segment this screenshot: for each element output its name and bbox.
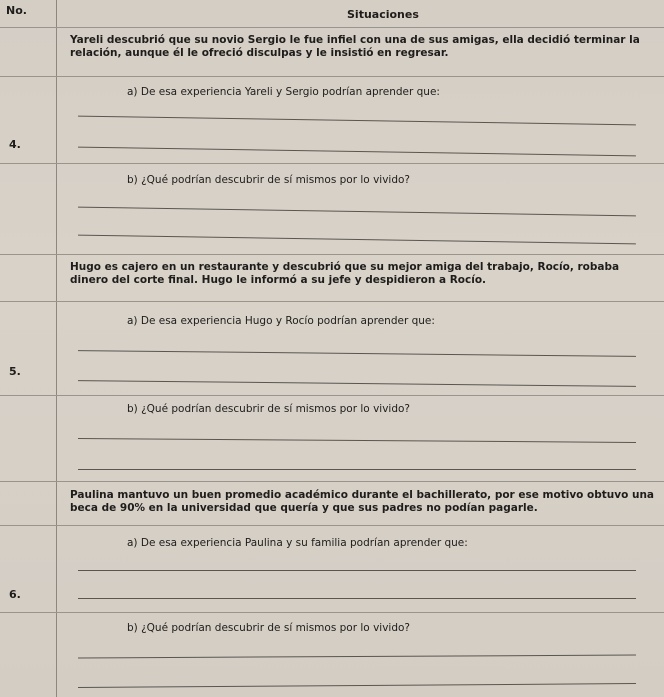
scenario-text: Hugo es cajero en un restaurante y descubrió que su mejor amiga del trabajo, Rocío, robaba dinero del corte final. Hugo le informó a su jefe y despidieron a Rocío. — [70, 261, 620, 286]
column-header-situations: Situaciones — [347, 8, 419, 21]
question-a: a) De esa experiencia Yareli y Sergio podrían aprender que: — [127, 86, 440, 98]
row-number: 4. — [9, 138, 21, 151]
answer-line[interactable] — [78, 570, 636, 571]
situation-row-5 — [0, 255, 664, 481]
question-b: b) ¿Qué podrían descubrir de sí mismos por lo vivido? — [127, 174, 410, 186]
row-divider — [0, 301, 664, 302]
row-divider — [0, 76, 664, 77]
answer-line[interactable] — [78, 380, 636, 387]
answer-line[interactable] — [78, 469, 636, 470]
question-b: b) ¿Qué podrían descubrir de sí mismos por lo vivido? — [127, 622, 410, 634]
row-divider — [0, 525, 664, 526]
scenario-text: Paulina mantuvo un buen promedio académico durante el bachillerato, por ese motivo obtuvo una beca de 90% en la universidad que quería y que sus padres no podían pagarle. — [70, 489, 655, 514]
answer-line[interactable] — [78, 350, 636, 357]
answer-line[interactable] — [78, 598, 636, 599]
answer-line[interactable] — [78, 235, 636, 245]
answer-line[interactable] — [78, 147, 636, 157]
row-divider — [0, 612, 664, 613]
answer-line[interactable] — [78, 116, 636, 126]
scenario-text: Yareli descubrió que su novio Sergio le fue infiel con una de sus amigas, ella decidió terminar la relación, aunque él le ofreció disculpas y le insistió en regresar. — [70, 34, 640, 59]
question-a: a) De esa experiencia Paulina y su familia podrían aprender que: — [127, 537, 468, 549]
situation-row-4 — [0, 28, 664, 254]
question-a: a) De esa experiencia Hugo y Rocío podrían aprender que: — [127, 315, 435, 327]
row-divider — [0, 395, 664, 396]
row-divider — [0, 163, 664, 164]
question-b: b) ¿Qué podrían descubrir de sí mismos por lo vivido? — [127, 403, 410, 415]
answer-line[interactable] — [78, 655, 636, 659]
row-number: 5. — [9, 365, 21, 378]
answer-line[interactable] — [78, 207, 636, 217]
situation-row-6 — [0, 482, 664, 697]
answer-line[interactable] — [78, 683, 636, 688]
answer-line[interactable] — [78, 438, 636, 443]
row-number: 6. — [9, 588, 21, 601]
column-header-number: No. — [6, 4, 27, 17]
